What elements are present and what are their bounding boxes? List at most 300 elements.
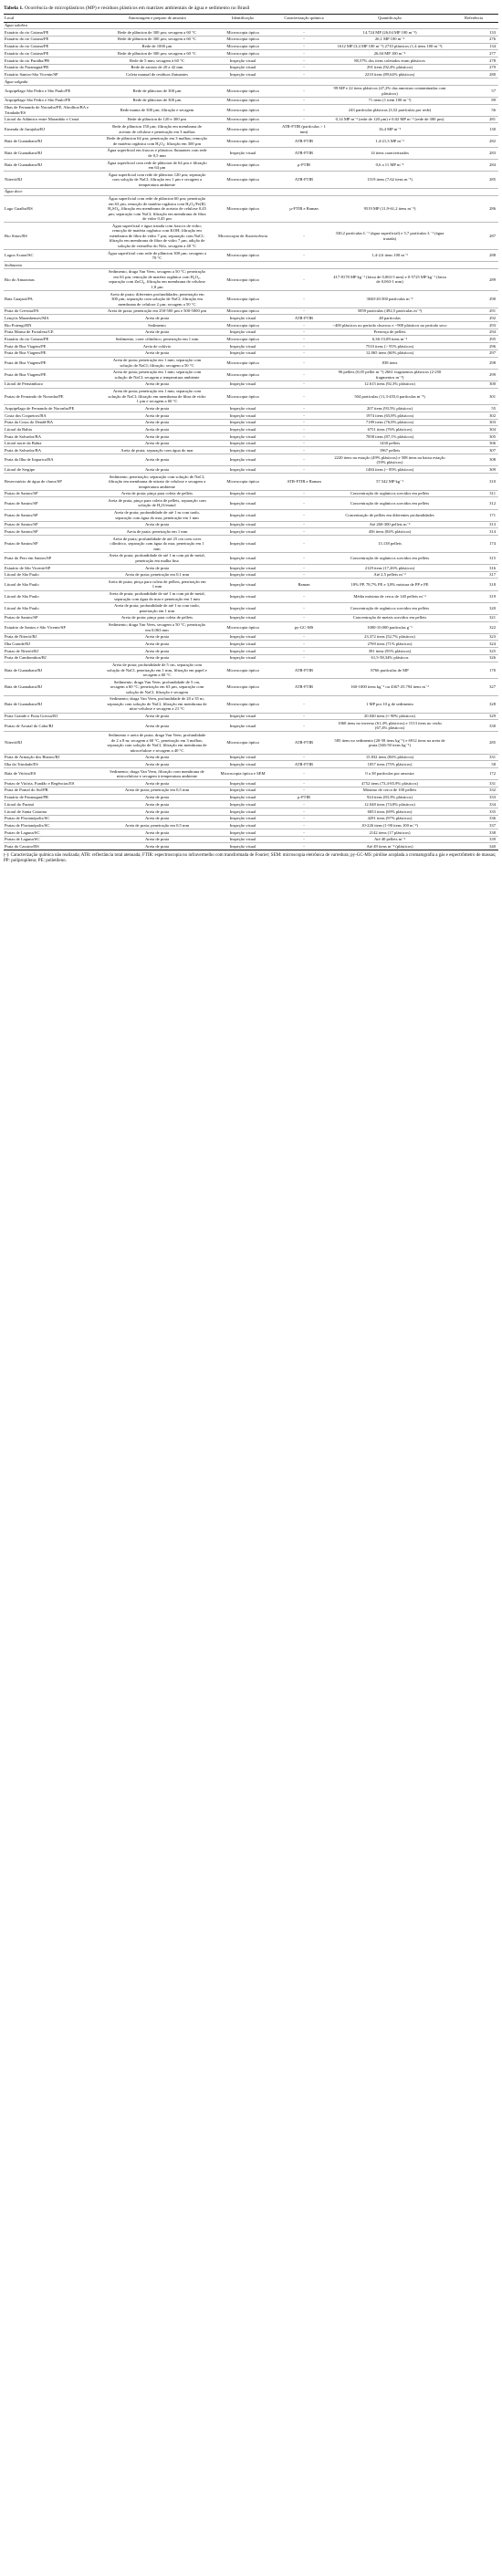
cell-caracterizacao: - bbox=[277, 590, 330, 602]
cell-quantificacao: Presença de pellets bbox=[330, 329, 449, 336]
cell-identificacao: Inspeção visual bbox=[208, 822, 277, 829]
cell-identificacao: Microscopia óptica bbox=[208, 308, 277, 315]
cell-caracterizacao: - bbox=[277, 614, 330, 621]
cell-caracterizacao: - bbox=[277, 528, 330, 536]
cell-caracterizacao: ATR-FTIR e Raman bbox=[277, 473, 330, 490]
table-row bbox=[4, 654, 498, 662]
cell-caracterizacao: - bbox=[277, 440, 330, 447]
table-row bbox=[4, 160, 498, 172]
table-row bbox=[4, 808, 498, 815]
cell-local: Estuário do Paranaguá/PR bbox=[4, 64, 106, 71]
cell-identificacao: Inspeção visual bbox=[208, 381, 277, 388]
cell-amostragem: Areia de praia bbox=[106, 440, 208, 447]
cell-local: Estuário do rio Goiana/PE bbox=[4, 50, 106, 57]
cell-local: Praia de Armação dos Búzios/RJ bbox=[4, 754, 106, 761]
cell-quantificacao: 12.048 itens (74,8% plásticos) bbox=[330, 801, 449, 808]
cell-quantificacao: ~400 plásticos no período chuvoso e ~900 plásticos no período seco bbox=[330, 322, 449, 329]
cell-caracterizacao: - bbox=[277, 308, 330, 315]
cell-quantificacao: 15.832 itens (84% plásticos) bbox=[330, 754, 449, 761]
table-row bbox=[4, 336, 498, 343]
cell-quantificacao: 7510 itens (> 95% plásticos) bbox=[330, 343, 449, 350]
cell-quantificacao: 6053 itens (69% plásticos) bbox=[330, 808, 449, 815]
cell-identificacao: Inspeção visual bbox=[208, 780, 277, 787]
cell-caracterizacao: - bbox=[277, 223, 330, 250]
cell-caracterizacao: - bbox=[277, 36, 330, 43]
cell-local: Litoral do Paraná bbox=[4, 801, 106, 808]
cell-caracterizacao: - bbox=[277, 336, 330, 343]
cell-caracterizacao: - bbox=[277, 249, 330, 261]
table-row bbox=[4, 621, 498, 633]
cell-referencia: 302 bbox=[449, 412, 498, 419]
cell-amostragem: Areia de praia bbox=[106, 315, 208, 322]
cell-caracterizacao: - bbox=[277, 29, 330, 37]
table-row bbox=[4, 713, 498, 720]
cell-quantificacao: 12.615 itens (92,3% plásticos) bbox=[330, 381, 449, 388]
cell-identificacao: Inspeção visual bbox=[208, 614, 277, 621]
cell-identificacao: Inspeção visual bbox=[208, 440, 277, 447]
cell-referencia: 277 bbox=[449, 50, 498, 57]
cell-referencia: 280 bbox=[449, 71, 498, 78]
cell-local: Praias de Santos/SP bbox=[4, 528, 106, 536]
cell-amostragem: Rede de plâncton de 300 µm; secagem a 60 °C bbox=[106, 29, 208, 37]
cell-local: Arquipélago de Fernando de Noronha/PE bbox=[4, 405, 106, 412]
cell-local: Estuário do rio Goiana/PE bbox=[4, 36, 106, 43]
cell-amostragem: Rede de 1000 µm bbox=[106, 43, 208, 50]
table-row bbox=[4, 249, 498, 261]
cell-identificacao: Inspeção visual bbox=[208, 349, 277, 357]
cell-quantificacao: 0 a 38 partículas por amostra bbox=[330, 768, 449, 780]
table-row bbox=[4, 357, 498, 369]
cell-local: Praia do Cassino/RS bbox=[4, 843, 106, 850]
header-referencia: Referência bbox=[449, 15, 498, 23]
table-row bbox=[4, 343, 498, 350]
cell-referencia: 56 bbox=[449, 104, 498, 116]
cell-local: Arquipélago São Pedro e São Paulo/PE bbox=[4, 85, 106, 97]
cell-caracterizacao: - bbox=[277, 836, 330, 843]
cell-identificacao: Inspeção visual bbox=[208, 343, 277, 350]
cell-identificacao: Microscopia óptica bbox=[208, 249, 277, 261]
table-row bbox=[4, 412, 498, 419]
cell-amostragem: Sedimento e areia de praia; draga Van Veen, profundidade de 2 a 8 m; secagem a 60 °C, peneiração em 3 malhas; separação com solução de NaCl, filtração em membrana de nitrocelulose e secagem a 40 °C bbox=[107, 733, 207, 753]
cell-local: Litoral do Atlântico entre Maranhão e Ceará bbox=[4, 116, 106, 123]
cell-quantificacao: 5859 partículas (492,5 partículas m⁻²) bbox=[330, 308, 449, 315]
cell-quantificacao: 23.372 itens (52,7% plásticos) bbox=[330, 633, 449, 641]
cell-referencia: 305 bbox=[449, 433, 498, 441]
cell-referencia: 312 bbox=[449, 497, 498, 509]
cell-amostragem: Rede de 5 mm; secagem à 60 °C bbox=[106, 57, 208, 64]
cell-identificacao: Microscopia óptica bbox=[208, 662, 277, 679]
cell-local: Estuário do rio Goiana/PE bbox=[4, 29, 106, 37]
cell-amostragem: Areia de praia bbox=[106, 829, 208, 837]
cell-local: Baía de Guanabara/RJ bbox=[4, 679, 106, 696]
table-row bbox=[4, 579, 498, 590]
table-row bbox=[4, 388, 498, 405]
table-row bbox=[4, 614, 498, 621]
cell-caracterizacao: ATR-FTIR bbox=[277, 732, 330, 754]
table-row bbox=[4, 64, 498, 71]
cell-identificacao: Inspeção visual bbox=[208, 654, 277, 662]
cell-referencia: 331 bbox=[449, 754, 498, 761]
table-row bbox=[4, 291, 498, 308]
cell-quantificacao: 2769 itens (71% plásticos) bbox=[330, 641, 449, 648]
table-row bbox=[4, 43, 498, 50]
table-footnote: (-): Caracterização química não realizada; ATR: reflectância total atenuada; FTIR: espectroscopia no infravermelho com transformada de Fourier; SEM: microscopia eletrônica de varredura; py-GC-MS: pirólise acoplada a cromatografia a gás e espectrômetro de massas; PP: polipropileno; PE: polietileno. bbox=[4, 853, 497, 864]
cell-identificacao: Inspeção visual bbox=[208, 754, 277, 761]
cell-local: Praia de Niterói/RJ bbox=[4, 633, 106, 641]
cell-local: Praias de Vitória, Fundão e Regências/ES bbox=[4, 780, 106, 787]
cell-caracterizacao: - bbox=[277, 454, 330, 466]
cell-local: Reservatório de água de chuva/SP bbox=[4, 473, 106, 490]
cell-referencia: 336 bbox=[449, 815, 498, 822]
table-row bbox=[4, 536, 498, 553]
cell-caracterizacao: - bbox=[277, 695, 330, 713]
cell-amostragem: Rede de plâncton de 300 µm; secagem a 60 °C bbox=[106, 36, 208, 43]
cell-amostragem: Areia de praia bbox=[106, 801, 208, 808]
cell-identificacao: Inspeção visual bbox=[208, 641, 277, 648]
section-label: Água salgada bbox=[4, 78, 498, 86]
table-row bbox=[4, 195, 498, 223]
cell-amostragem: Areia de praia bbox=[106, 761, 208, 768]
table-row bbox=[4, 768, 498, 780]
cell-caracterizacao: - bbox=[277, 829, 330, 837]
cell-referencia: 174 bbox=[449, 536, 498, 553]
cell-referencia: 133 bbox=[449, 29, 498, 37]
section-label: Sedimento bbox=[4, 262, 498, 269]
cell-identificacao: Inspeção visual bbox=[208, 794, 277, 801]
cell-caracterizacao: - bbox=[277, 497, 330, 509]
cell-referencia: 134 bbox=[449, 43, 498, 50]
cell-quantificacao: 1519 itens (7,62 itens m⁻³) bbox=[330, 172, 449, 189]
cell-quantificacao: 1,4-2,6 itens 100 m⁻³ bbox=[330, 249, 449, 261]
table-row bbox=[4, 552, 498, 564]
cell-caracterizacao: - bbox=[277, 357, 330, 369]
cell-caracterizacao: - bbox=[277, 536, 330, 553]
table-row bbox=[4, 815, 498, 822]
cell-quantificacao: 7189 itens (76,8% plásticos) bbox=[330, 419, 449, 426]
cell-referencia: 323 bbox=[449, 633, 498, 641]
table-row bbox=[4, 843, 498, 850]
table-row bbox=[4, 308, 498, 315]
cell-identificacao: Inspeção visual bbox=[208, 405, 277, 412]
cell-referencia: 170 bbox=[449, 662, 498, 679]
cell-local: Estuário de Paranaguá/PR bbox=[4, 794, 106, 801]
cell-local: Baía de Vitória/ES bbox=[4, 768, 106, 780]
cell-identificacao: Inspeção visual bbox=[208, 815, 277, 822]
section-label: Água salobra bbox=[4, 22, 498, 29]
cell-amostragem: Areia de praia; pinça para coleta de pellets bbox=[106, 490, 208, 497]
header-quantificacao: Quantificação bbox=[330, 15, 449, 23]
cell-identificacao: Inspeção visual bbox=[208, 147, 277, 159]
cell-caracterizacao: - bbox=[277, 641, 330, 648]
cell-referencia: 279 bbox=[449, 64, 498, 71]
cell-caracterizacao: - bbox=[277, 447, 330, 454]
cell-amostragem: Areia de praia, pinça para coleta de pellets, separação com solução de H₂O/etanol bbox=[106, 497, 208, 509]
cell-amostragem: Areia de praia bbox=[106, 654, 208, 662]
cell-local: Costa dos Coqueiros/BA bbox=[4, 412, 106, 419]
cell-identificacao: Inspeção visual bbox=[208, 528, 277, 536]
cell-local: Estuário de Santos e São Vicente/SP bbox=[4, 621, 106, 633]
cell-identificacao: Inspeção visual bbox=[208, 64, 277, 71]
cell-identificacao: Microscopia óptica bbox=[208, 172, 277, 189]
cell-identificacao: Microscopia óptica bbox=[208, 679, 277, 696]
cell-local: Praia da Costa do Dendê/BA bbox=[4, 419, 106, 426]
cell-referencia: 309 bbox=[449, 466, 498, 474]
cell-amostragem: Areia de praia; profundidade de até 1 m com pá de metal, peneiração em malha fina bbox=[106, 552, 208, 564]
cell-local: Praias de Santos/SP bbox=[4, 536, 106, 553]
cell-local: Praias de Santos/SP bbox=[4, 614, 106, 621]
cell-quantificacao: 838 itens bbox=[330, 357, 449, 369]
cell-quantificacao: 0,14 MP m⁻³ (rede de 120 µm) e 0,02 MP m⁻³ (rede de 300 µm) bbox=[330, 116, 449, 123]
cell-local: Praias de Santos/SP bbox=[4, 497, 106, 509]
cell-identificacao: Inspeção visual bbox=[208, 843, 277, 850]
cell-caracterizacao: µ-FTIR e Raman bbox=[277, 195, 330, 223]
cell-referencia: 318 bbox=[449, 579, 498, 590]
cell-referencia: 339 bbox=[449, 836, 498, 843]
table-row bbox=[4, 564, 498, 571]
cell-local: Arquipélago São Pedro e São Paulo/PE bbox=[4, 97, 106, 104]
cell-referencia: 58 bbox=[449, 761, 498, 768]
cell-referencia: 296 bbox=[449, 343, 498, 350]
cell-identificacao: Inspeção visual bbox=[208, 648, 277, 655]
cell-amostragem: Areia de praia; pinça para coleta de pellets, peneiração em 1 mm bbox=[106, 579, 208, 590]
table-row bbox=[4, 57, 498, 64]
cell-referencia: 307 bbox=[449, 447, 498, 454]
table-row bbox=[4, 369, 498, 381]
cell-amostragem: Areia de praia bbox=[106, 836, 208, 843]
table-row bbox=[4, 454, 498, 466]
table-row bbox=[4, 97, 498, 104]
cell-local: Praia de Boa Viagem/PE bbox=[4, 349, 106, 357]
cell-quantificacao: 14 itens caracterizados bbox=[330, 147, 449, 159]
cell-quantificacao: 1060 itens no inverno (61,4% plásticos) e 1513 itens no verão (67,4% plásticos) bbox=[330, 720, 449, 732]
cell-local: Baía de Guanabara/RJ bbox=[4, 695, 106, 713]
cell-identificacao: Inspeção visual bbox=[208, 509, 277, 521]
cell-amostragem: Rede de plâncton de 300 µm; secagem a 60 °C bbox=[106, 50, 208, 57]
cell-quantificacao: 96 pellets (0,05 pellet m⁻²) 2661 fragmentos plásticos (2-250 fragmentos m⁻²) bbox=[330, 369, 449, 381]
cell-caracterizacao: - bbox=[277, 490, 330, 497]
cell-quantificacao: 1 MP por 10 g de sedimento bbox=[330, 695, 449, 713]
cell-identificacao: Microscopia de fluorescência bbox=[208, 223, 277, 250]
cell-referencia: 325 bbox=[449, 648, 498, 655]
cell-identificacao: Inspeção visual bbox=[208, 412, 277, 419]
cell-identificacao: Inspeção visual bbox=[208, 71, 277, 78]
cell-caracterizacao: - bbox=[277, 369, 330, 381]
cell-quantificacao: 160-1000 itens kg⁻¹ ou 4367-25.794 itens m⁻² bbox=[330, 679, 449, 696]
cell-caracterizacao: - bbox=[277, 329, 330, 336]
table-row bbox=[4, 315, 498, 322]
cell-identificacao: Inspeção visual bbox=[208, 564, 277, 571]
cell-identificacao: Inspeção visual bbox=[208, 57, 277, 64]
cell-identificacao: Inspeção visual bbox=[208, 497, 277, 509]
cell-quantificacao: 3040-20.500 partículas m⁻² bbox=[330, 291, 449, 308]
cell-local: Praia da Ilha de Itaparica/BA bbox=[4, 454, 106, 466]
cell-quantificacao: 13.138 pellets bbox=[330, 536, 449, 553]
cell-referencia: 171 bbox=[449, 509, 498, 521]
cell-quantificacao: Concentração de orgânicos sorvidos em pellets bbox=[330, 552, 449, 564]
table-row bbox=[4, 466, 498, 474]
cell-quantificacao: Até 49 itens m⁻² (plásticos) bbox=[330, 843, 449, 850]
cell-local: Baía Guajará/PA bbox=[4, 291, 106, 308]
cell-referencia: 287 bbox=[449, 223, 498, 250]
cell-amostragem: Água superficial e água tratada com frascos de vidro; remoção de matéria orgânica com KOH; filtração em membrana de fibra de vidro 7 µm; separação com NaCl; filtração em membrana de fibra de vidro 7 µm, adição de solução de vermelho do Nilo, secagem a 40 °C bbox=[106, 223, 208, 250]
cell-caracterizacao: - bbox=[277, 43, 330, 50]
cell-caracterizacao: - bbox=[277, 815, 330, 822]
cell-quantificacao: 585 itens no sedimento (20-58 itens kg⁻¹) e 6912 itens na areia de praia (346-50 itens kg⁻¹) bbox=[330, 732, 449, 754]
cell-local: Praias de Laguna/SC bbox=[4, 836, 106, 843]
cell-referencia: 322 bbox=[449, 621, 498, 633]
cell-quantificacao: Máximo de cerca de 100 pellets bbox=[330, 787, 449, 794]
cell-caracterizacao: - bbox=[277, 85, 330, 97]
table-header-row bbox=[4, 15, 498, 23]
cell-local: Estuário do rio Paraíba/PB bbox=[4, 57, 106, 64]
section-row bbox=[4, 262, 498, 269]
cell-caracterizacao: - bbox=[277, 97, 330, 104]
cell-local: Praia de Boa Viagem/PE bbox=[4, 357, 106, 369]
cell-quantificacao: 9519 MP (11,9-61,2 itens m⁻³) bbox=[330, 195, 449, 223]
cell-caracterizacao: ATR-FTIR bbox=[277, 315, 330, 322]
table-row bbox=[4, 440, 498, 447]
cell-referencia: 332 bbox=[449, 787, 498, 794]
cell-amostragem: Areia de praia bbox=[106, 794, 208, 801]
cell-caracterizacao: py-GC-MS bbox=[277, 621, 330, 633]
cell-identificacao: Inspeção visual bbox=[208, 571, 277, 579]
cell-identificacao: Inspeção visual bbox=[208, 447, 277, 454]
table-row bbox=[4, 268, 498, 290]
cell-amostragem: Areia de colúvio bbox=[106, 343, 208, 350]
cell-amostragem: Água superficial com rede de plâncton 120 µm; separação com solução de NaCl; filtração em 1 µm e secagem a temperatura ambiente bbox=[106, 172, 208, 189]
cell-amostragem: Sedimento; draga Van Veen, profundidade de 20 a 35 m; separação com solução de NaCl, filtração em membrana de nitro-celulose e secagem a 21 °C bbox=[107, 696, 207, 712]
cell-referencia: 319 bbox=[449, 590, 498, 602]
table-row bbox=[4, 329, 498, 336]
cell-quantificacao: 1974 itens (65,8% plásticos) bbox=[330, 412, 449, 419]
cell-identificacao: Microscopia óptica bbox=[208, 29, 277, 37]
cell-referencia: 304 bbox=[449, 426, 498, 433]
cell-local: Litoral de São Paulo bbox=[4, 602, 106, 614]
cell-caracterizacao: - bbox=[277, 787, 330, 794]
cell-amostragem: Areia de praia; pinça para coleta de pellets bbox=[106, 614, 208, 621]
table-row bbox=[4, 761, 498, 768]
cell-amostragem: Areia de praia bbox=[106, 713, 208, 720]
cell-amostragem: Água superficial com rede de plâncton de 64 µm e filtração em 64 µm bbox=[107, 160, 207, 171]
cell-identificacao: Microscopia óptica bbox=[208, 160, 277, 172]
cell-caracterizacao: - bbox=[277, 116, 330, 123]
table-row bbox=[4, 829, 498, 837]
cell-local: Enseada de Jurujuba/RJ bbox=[4, 123, 106, 135]
cell-local: Litoral de São Paulo bbox=[4, 590, 106, 602]
cell-amostragem: Areia de praia bbox=[106, 426, 208, 433]
cell-identificacao: Microscopia óptica bbox=[208, 369, 277, 381]
cell-referencia: 331 bbox=[449, 780, 498, 787]
cell-amostragem: Sedimento, corer cilíndrico, peneiração em 1 mm bbox=[106, 336, 208, 343]
cell-caracterizacao: - bbox=[277, 433, 330, 441]
cell-quantificacao: 504 partículas (11,3-455,6 partículas m⁻²) bbox=[330, 388, 449, 405]
cell-amostragem: Areia de praia; profundidade de até 1 m com trado, peneiração em 1 mm bbox=[106, 602, 208, 614]
header-identificacao: Identificação bbox=[208, 15, 277, 23]
cell-caracterizacao: - bbox=[277, 768, 330, 780]
cell-amostragem: Areia de praia; peneiração em 1 mm, separação com solução de NaCl; filtração em membrana de fibra de vidro 1 µm e secagem a 60 °C bbox=[106, 388, 208, 405]
cell-amostragem: Sedimento; draga Van Veen, secagem a 50 °C; peneiração em 0,063 mm bbox=[106, 621, 208, 633]
table-row bbox=[4, 602, 498, 614]
cell-identificacao: Inspeção visual bbox=[208, 419, 277, 426]
cell-local: Praia de Pontal do Sul/PR bbox=[4, 787, 106, 794]
cell-amostragem: Areia de praia bbox=[106, 815, 208, 822]
table-row bbox=[4, 571, 498, 579]
cell-identificacao: Inspeção visual bbox=[208, 836, 277, 843]
cell-quantificacao: Até 2,5 pellets m⁻² bbox=[330, 571, 449, 579]
cell-quantificacao: 12.065 itens (60% plásticos) bbox=[330, 349, 449, 357]
table-row bbox=[4, 116, 498, 123]
table-row bbox=[4, 223, 498, 250]
cell-quantificacao: 1967 pellets bbox=[330, 447, 449, 454]
cell-amostragem: Água superficial com rede de plâncton 60 µm; peneiração em 63 µm, remoção de matéria orgânica com H₂O₂/Fe(II) H₂SO₄, filtração em membrana de acetato de celulose 0,45 µm; separação com NaCl; filtração em membrana de fibra de vidro 0,45 µm bbox=[106, 195, 208, 223]
cell-amostragem: Areia de praia bbox=[106, 780, 208, 787]
cell-caracterizacao: - bbox=[277, 521, 330, 528]
cell-local: Praias de Fernando de Noronha/PE bbox=[4, 388, 106, 405]
cell-referencia: 340 bbox=[449, 843, 498, 850]
cell-identificacao: Inspeção visual bbox=[208, 720, 277, 732]
cell-referencia: 290 bbox=[449, 291, 498, 308]
cell-referencia: 328 bbox=[449, 695, 498, 713]
header-local: Local bbox=[4, 15, 106, 23]
cell-local: Praias de Laguna/SC bbox=[4, 829, 106, 837]
cell-identificacao: Inspeção visual bbox=[208, 787, 277, 794]
cell-caracterizacao: - bbox=[277, 64, 330, 71]
cell-referencia: 285 bbox=[449, 172, 498, 189]
table-row bbox=[4, 426, 498, 433]
cell-caracterizacao: - bbox=[277, 349, 330, 357]
table-row bbox=[4, 419, 498, 426]
cell-identificacao: Inspeção visual bbox=[208, 521, 277, 528]
cell-identificacao: Inspeção visual bbox=[208, 761, 277, 768]
cell-identificacao: Microscopia óptica bbox=[208, 322, 277, 329]
table-row bbox=[4, 648, 498, 655]
cell-identificacao: Microscopia óptica bbox=[208, 388, 277, 405]
cell-local: Praia do Pero em Santos/SP bbox=[4, 552, 106, 564]
cell-caracterizacao: µ-FTIR bbox=[277, 794, 330, 801]
cell-referencia: 330 bbox=[449, 720, 498, 732]
cell-referencia: 329 bbox=[449, 713, 498, 720]
cell-caracterizacao: - bbox=[277, 405, 330, 412]
cell-identificacao: Inspeção visual bbox=[208, 808, 277, 815]
cell-caracterizacao: ATR-FTIR bbox=[277, 172, 330, 189]
cell-identificacao: Inspeção visual bbox=[208, 490, 277, 497]
cell-referencia: 89 bbox=[449, 97, 498, 104]
cell-referencia: 294 bbox=[449, 329, 498, 336]
cell-amostragem: Areia de praia; peneiração em 0,5 mm bbox=[106, 822, 208, 829]
cell-caracterizacao: - bbox=[277, 419, 330, 426]
cell-referencia: 321 bbox=[449, 614, 498, 621]
cell-quantificacao: 61,5-58,34% plásticos bbox=[330, 654, 449, 662]
table-row bbox=[4, 381, 498, 388]
cell-identificacao: Microscopia óptica bbox=[208, 473, 277, 490]
cell-local: Baía de Guanabara/RJ bbox=[4, 662, 106, 679]
cell-amostragem: Areia de praia bbox=[106, 466, 208, 474]
table-body bbox=[4, 22, 498, 850]
cell-quantificacao: Concentração de metais sorvidos em pellets bbox=[330, 614, 449, 621]
cell-local: Baía de Guanabara/RJ bbox=[4, 160, 106, 172]
table-row bbox=[4, 509, 498, 521]
cell-quantificacao: 417-8178 MP kg⁻¹ (faixa de 0,063-5 mm) e 0-5725 MP kg⁻¹ (faixa de 0,063-1 mm) bbox=[330, 268, 449, 290]
cell-quantificacao: Até 40 pellets m⁻² bbox=[330, 836, 449, 843]
cell-local: Praias de Florianópolis/SC bbox=[4, 822, 106, 829]
table-row bbox=[4, 490, 498, 497]
cell-caracterizacao: - bbox=[277, 268, 330, 290]
cell-identificacao: Microscopia óptica bbox=[208, 43, 277, 50]
cell-caracterizacao: - bbox=[277, 571, 330, 579]
table-row bbox=[4, 405, 498, 412]
cell-quantificacao: 1484 itens (~ 85% plásticos) bbox=[330, 466, 449, 474]
cell-referencia: 301 bbox=[449, 388, 498, 405]
